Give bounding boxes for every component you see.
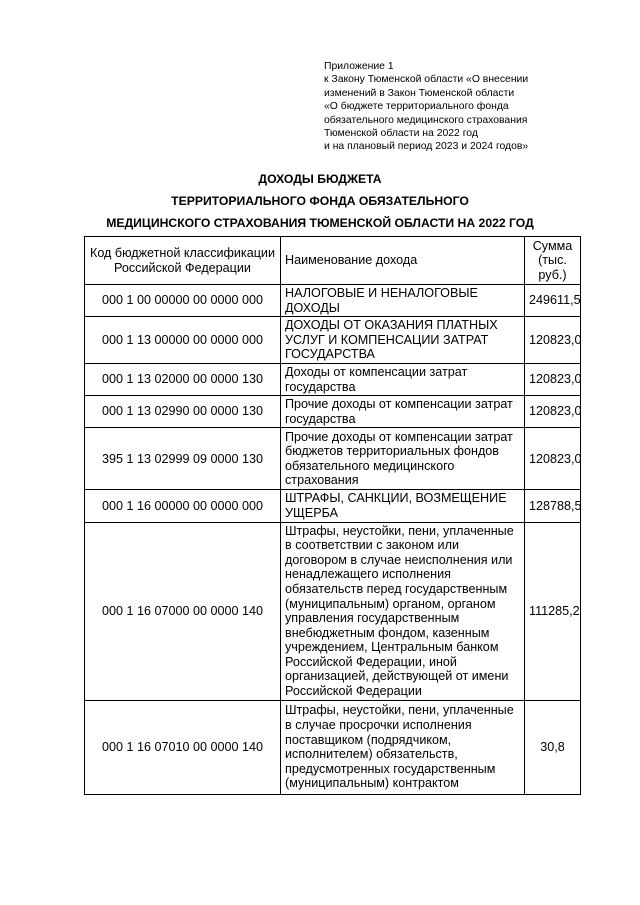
row-sum: 120823,0	[525, 317, 581, 364]
table-row	[85, 396, 581, 428]
row-name: Прочие доходы от компенсации затрат бюджетов территориальных фондов обязательного медицинского страхования	[281, 428, 525, 490]
row-code: 000 1 13 02990 00 0000 130	[85, 396, 281, 428]
appendix-line: Приложение 1	[324, 61, 394, 72]
row-sum: 128788,5	[525, 490, 581, 522]
row-sum: 111285,2	[525, 522, 581, 700]
document-title	[0, 168, 640, 234]
table-row	[85, 490, 581, 522]
row-sum: 120823,0	[525, 396, 581, 428]
row-sum: 120823,0	[525, 363, 581, 395]
row-name: ДОХОДЫ ОТ ОКАЗАНИЯ ПЛАТНЫХ УСЛУГ И КОМПЕНСАЦИИ ЗАТРАТ ГОСУДАРСТВА	[281, 317, 525, 364]
table-row	[85, 285, 581, 317]
header-code: Код бюджетной классификации Российской Федерации	[85, 237, 281, 285]
appendix-line: Тюменской области на 2022 год	[324, 128, 478, 140]
row-code: 000 1 16 07010 00 0000 140	[85, 700, 281, 794]
title-line-1: ДОХОДЫ БЮДЖЕТА	[258, 172, 382, 186]
appendix-line: изменений в Закон Тюменской области	[324, 87, 515, 99]
row-sum: 30,8	[525, 700, 581, 794]
row-code: 000 1 13 00000 00 0000 000	[85, 317, 281, 364]
row-code: 000 1 00 00000 00 0000 000	[85, 285, 281, 317]
row-name: НАЛОГОВЫЕ И НЕНАЛОГОВЫЕ ДОХОДЫ	[281, 285, 525, 317]
header-name: Наименование дохода	[281, 237, 525, 285]
table-header-row	[85, 237, 581, 285]
row-code: 000 1 16 07000 00 0000 140	[85, 522, 281, 700]
row-code: 000 1 16 00000 00 0000 000	[85, 490, 281, 522]
row-sum: 120823,0	[525, 428, 581, 490]
income-table	[84, 236, 581, 795]
row-code: 395 1 13 02999 09 0000 130	[85, 428, 281, 490]
appendix-line: обязательного медицинского страхования	[324, 114, 528, 126]
row-name: Прочие доходы от компенсации затрат государства	[281, 396, 525, 428]
appendix-line: к Закону Тюменской области «О внесении	[324, 74, 529, 86]
row-name: Штрафы, неустойки, пени, уплаченные в соответствии с законом или договором в случае неисполнения или ненадлежащего исполнения обязательств перед государственным (муниципальным) органом, органом управления государственным внебюджетным фондом, казенным учреждением, Центральным банком Российской Федерации, иной организацией, действующей от имени Российской Федерации	[281, 522, 525, 700]
title-line-3: МЕДИЦИНСКОГО СТРАХОВАНИЯ ТЮМЕНСКОЙ ОБЛАСТИ НА 2022 ГОД	[106, 216, 534, 230]
table-row	[85, 317, 581, 364]
table-row	[85, 522, 581, 700]
table-row	[85, 700, 581, 794]
appendix-line: «О бюджете территориального фонда	[324, 101, 509, 113]
appendix-note	[324, 60, 624, 154]
header-sum: Сумма (тыс. руб.)	[525, 237, 581, 285]
table-row	[85, 363, 581, 395]
row-code: 000 1 13 02000 00 0000 130	[85, 363, 281, 395]
title-line-2: ТЕРРИТОРИАЛЬНОГО ФОНДА ОБЯЗАТЕЛЬНОГО	[171, 194, 469, 208]
appendix-line: и на плановый период 2023 и 2024 годов»	[324, 141, 529, 153]
row-name: ШТРАФЫ, САНКЦИИ, ВОЗМЕЩЕНИЕ УЩЕРБА	[281, 490, 525, 522]
row-name: Штрафы, неустойки, пени, уплаченные в случае просрочки исполнения поставщиком (подрядчиком, исполнителем) обязательств, предусмотренных государственным (муниципальным) контрактом	[281, 700, 525, 794]
row-sum: 249611,5	[525, 285, 581, 317]
row-name: Доходы от компенсации затрат государства	[281, 363, 525, 395]
table-row	[85, 428, 581, 490]
